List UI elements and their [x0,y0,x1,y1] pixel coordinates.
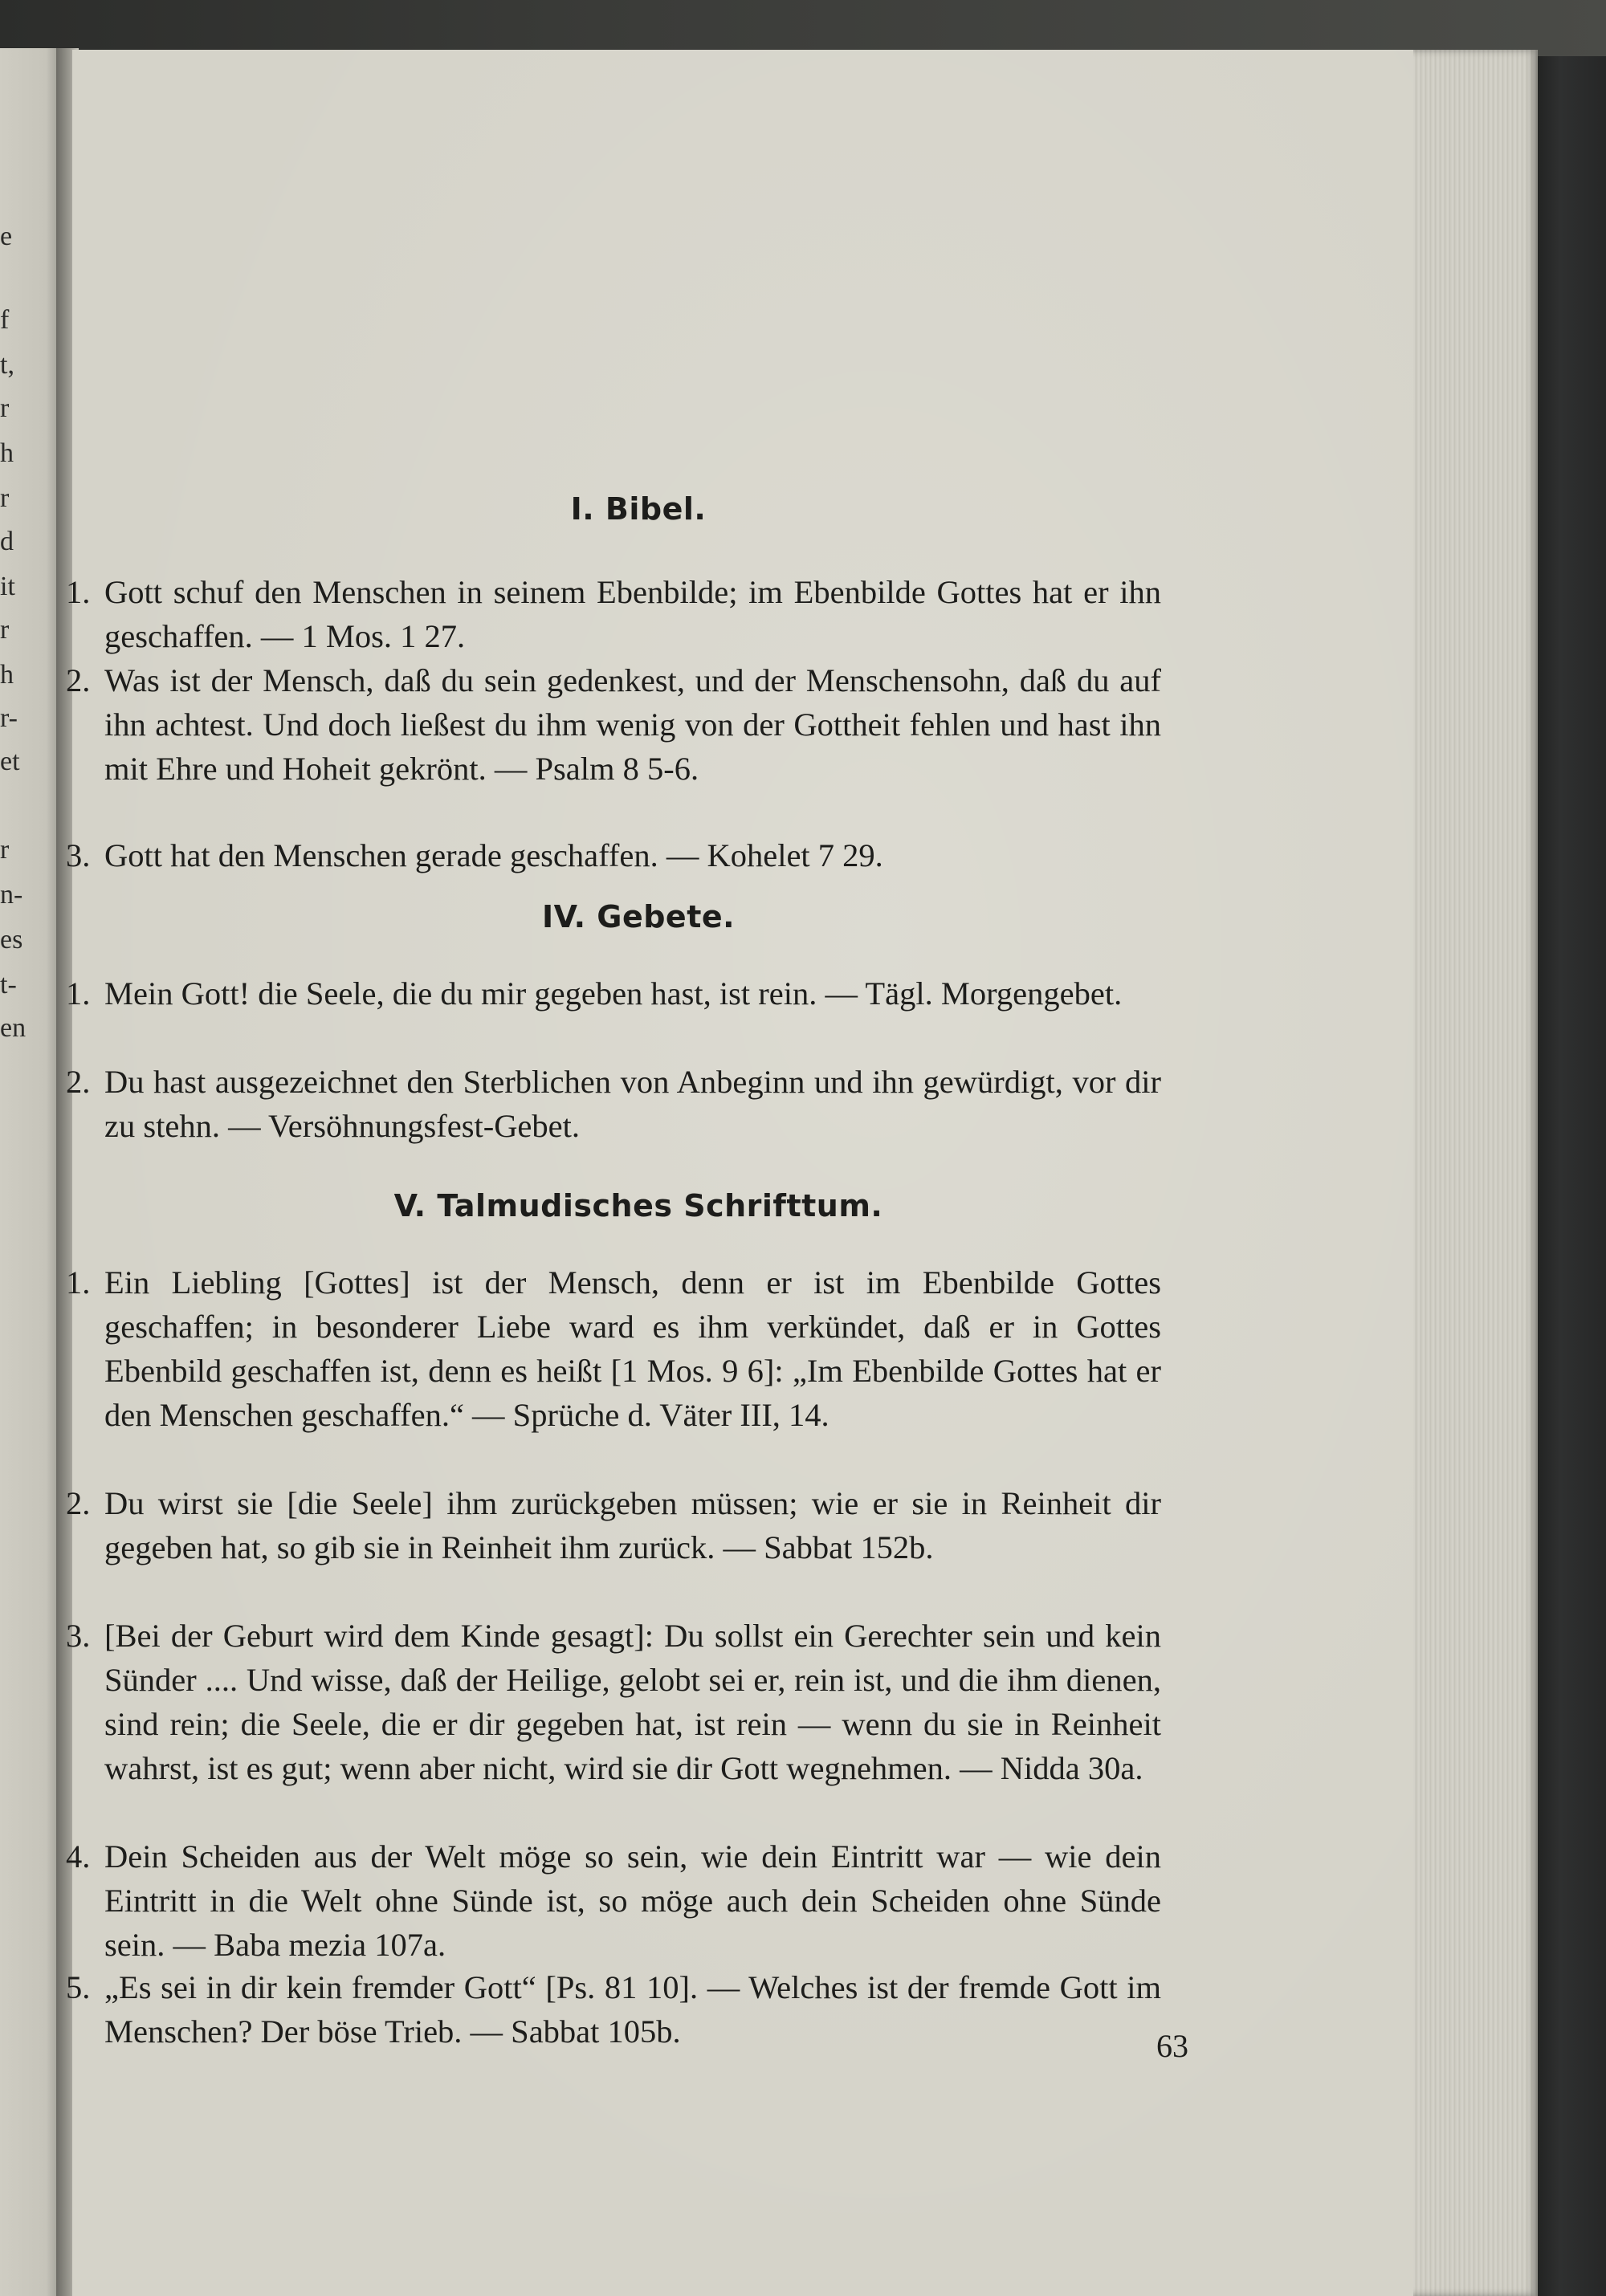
book-page [66,50,1413,2296]
prev-page-fragment: it [0,572,15,601]
prev-page-fragment: r [0,393,10,423]
prev-page-fragment: r [0,483,10,513]
page-number: 63 [1156,2028,1188,2064]
list-item [66,971,1245,1060]
page-content [66,50,1413,2296]
prev-page-fragment: t, [0,350,14,380]
prev-page-fragment: f [0,305,10,335]
page-edge-stack [1397,50,1538,2296]
prev-page-fragment: r [0,835,10,865]
item-text: Was ist der Mensch, daß du sein gedenkest, und der Menschensohn, daß du auf ihn achtest. Und doch ließest du ihm wenig von der Gottheit fehlen und hast ihn mit Ehre und Hoheit gekrönt. — Psalm 8 5-6. [104,662,1161,787]
item-number: 5. [66,1969,91,2005]
list-item [66,1260,1245,1481]
item-text: Dein Scheiden aus der Welt möge so sein, wie dein Eintritt war — wie dein Eintritt in die Welt ohne Sünde ist, so möge auch dein Scheiden ohne Sünde sein. — Baba mezia 107a. [104,1838,1161,1963]
item-number: 4. [66,1838,91,1875]
prev-page-fragment: et [0,747,20,776]
list-item [66,658,1245,835]
prev-page-fragment: r [0,615,10,645]
item-text: Du wirst sie [die Seele] ihm zurückgeben müssen; wie er sie in Reinheit dir gegeben hat, so gib sie in Reinheit ihm zurück. — Sabbat 152b. [104,1485,1161,1565]
prev-page-fragment: h [0,438,14,468]
list-item [66,1481,1245,1614]
prev-page-fragment: en [0,1013,26,1043]
item-number: 2. [66,1064,91,1100]
item-number: 2. [66,662,91,698]
item-text: Du hast ausgezeichnet den Sterblichen von Anbeginn und ihn gewürdigt, vor dir zu stehn. — Versöhnungsfest-Gebet. [104,1064,1161,1144]
list-item [66,1060,1245,1148]
list-item [66,1965,1245,2054]
item-text: [Bei der Geburt wird dem Kinde gesagt]: Du sollst ein Gerechter sein und kein Sünder .... Und wisse, daß der Heilige, gelobt sei er, rein ist, und die ihm dienen, sind rein; die Seele, die er dir gegeben hat, ist rein — wenn du sie in Reinheit wahrst, ist es gut; wenn aber nicht, wird sie dir Gott wegnehmen. — Nidda 30a. [104,1618,1161,1786]
prev-page-fragment: t- [0,970,17,999]
book-cover-edge [1530,56,1606,2296]
prev-page-fragment: r- [0,703,18,733]
section-heading: IV. Gebete. [541,899,736,934]
item-text: Gott schuf den Menschen in seinem Ebenbilde; im Ebenbilde Gottes hat er ihn geschaffen. — 1 Mos. 1 27. [104,574,1161,654]
prev-page-fragment: e [0,222,13,251]
prev-page-fragment: es [0,925,23,955]
item-text: Gott hat den Menschen gerade geschaffen. — Kohelet 7 29. [104,837,883,873]
list-item [66,833,1245,877]
section-heading: I. Bibel. [570,491,707,527]
item-number: 2. [66,1485,91,1521]
prev-page-fragment: d [0,527,14,556]
item-number: 1. [66,574,91,610]
prev-page-fragment: h [0,660,14,690]
list-item [66,1834,1245,1967]
list-item [66,1614,1245,1834]
section-heading: V. Talmudisches Schrifttum. [393,1188,883,1223]
item-text: Ein Liebling [Gottes] ist der Mensch, denn er ist im Ebenbilde Gottes geschaffen; in besonderer Liebe ward es ihm verkündet, daß er in Gottes Ebenbild geschaffen ist, denn es heißt [1 Mos. 9 6]: „Im Ebenbilde Gottes hat er den Menschen geschaffen.“ — Sprüche d. Väter III, 14. [104,1264,1161,1433]
item-number: 3. [66,837,91,873]
item-text: „Es sei in dir kein fremder Gott“ [Ps. 81 10]. — Welches ist der fremde Gott im Menschen? Der böse Trieb. — Sabbat 105b. [104,1969,1161,2050]
list-item [66,570,1245,658]
prev-page-fragment: n- [0,880,23,910]
item-number: 1. [66,975,91,1012]
item-number: 3. [66,1618,91,1654]
item-text: Mein Gott! die Seele, die du mir gegeben hast, ist rein. — Tägl. Morgengebet. [104,975,1123,1012]
item-number: 1. [66,1264,91,1301]
